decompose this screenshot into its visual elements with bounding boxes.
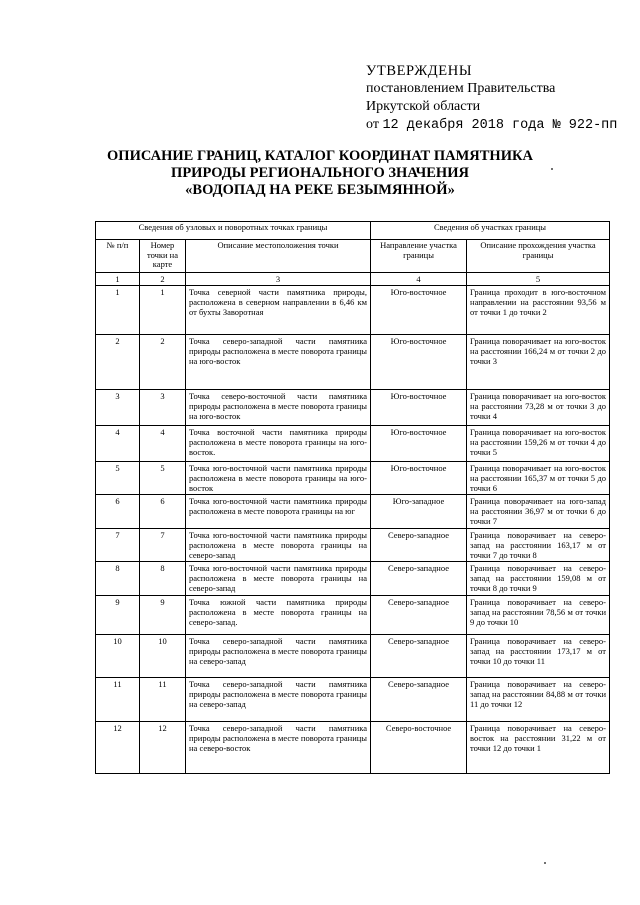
table-row [96, 426, 610, 462]
point-description: Точка южной части памятника природы расположена в месте поворота границы на северо-запад. [186, 596, 371, 635]
boundary-catalog-table [95, 221, 610, 774]
point-description: Точка северо-западной части памятника природы расположена в месте поворота границы на северо-восток [186, 722, 371, 774]
table-row [96, 390, 610, 426]
row-number: 4 [96, 426, 140, 462]
title-line-2: ПРИРОДЫ РЕГИОНАЛЬНОГО ЗНАЧЕНИЯ [171, 165, 469, 181]
row-number: 1 [96, 286, 140, 335]
table-row [96, 529, 610, 562]
point-description: Точка юго-восточной части памятника природы расположена в месте поворота границы на северо-запад [186, 529, 371, 562]
col-number-2: 2 [140, 273, 186, 286]
row-number: 9 [96, 596, 140, 635]
point-description: Точка северо-западной части памятника природы расположена в месте поворота границы на северо-запад [186, 678, 371, 722]
segment-description: Граница поворачивает на северо-запад на расстоянии 78,56 м от точки 9 до точки 10 [467, 596, 610, 635]
point-number: 9 [140, 596, 186, 635]
group-header-segments: Сведения об участках границы [371, 222, 610, 240]
table-row [96, 495, 610, 529]
scan-speck [544, 862, 546, 864]
table-row [96, 722, 610, 774]
point-number: 8 [140, 562, 186, 596]
row-number: 12 [96, 722, 140, 774]
segment-direction: Юго-восточное [371, 390, 467, 426]
segment-direction: Юго-восточное [371, 426, 467, 462]
scan-speck [551, 168, 553, 170]
row-number: 2 [96, 335, 140, 390]
point-description: Точка северо-западной части памятника природы расположена в месте поворота границы на северо-запад [186, 635, 371, 678]
point-number: 12 [140, 722, 186, 774]
table-row [96, 462, 610, 495]
row-number: 10 [96, 635, 140, 678]
point-description: Точка северной части памятника природы, расположена в северном направлении в 6,46 км от бухты Заворотная [186, 286, 371, 335]
table-row [96, 635, 610, 678]
table-row [96, 286, 610, 335]
segment-description: Граница поворачивает на северо-запад на расстоянии 163,17 м от точки 7 до точки 8 [467, 529, 610, 562]
segment-description: Граница поворачивает на юго-восток на расстоянии 159,26 м от точки 4 до точки 5 [467, 426, 610, 462]
point-number: 2 [140, 335, 186, 390]
col-header-direction: Направление участка границы [371, 240, 467, 273]
point-description: Точка юго-восточной части памятника природы расположена в месте поворота границы на северо-запад [186, 562, 371, 596]
segment-description: Граница проходит в юго-восточном направлении на расстоянии 93,56 м от точки 1 до точки 2 [467, 286, 610, 335]
table-row [96, 596, 610, 635]
segment-direction: Юго-западное [371, 495, 467, 529]
row-number: 5 [96, 462, 140, 495]
approval-title: УТВЕРЖДЕНЫ [366, 63, 473, 79]
point-number: 10 [140, 635, 186, 678]
table-row [96, 678, 610, 722]
segment-description: Граница поворачивает на северо-восток на расстоянии 31,22 м от точки 12 до точки 1 [467, 722, 610, 774]
point-description: Точка юго-восточной части памятника природы расположена в месте поворота границы на юго-восток [186, 462, 371, 495]
segment-description: Граница поворачивает на юго-восток на расстоянии 165,37 м от точки 5 до точки 6 [467, 462, 610, 495]
segment-direction: Северо-западное [371, 635, 467, 678]
approval-block [366, 62, 617, 135]
row-number: 11 [96, 678, 140, 722]
point-number: 1 [140, 286, 186, 335]
row-number: 6 [96, 495, 140, 529]
col-header-point-description: Описание местоположения точки [186, 240, 371, 273]
segment-direction: Северо-западное [371, 678, 467, 722]
segment-direction: Юго-восточное [371, 335, 467, 390]
point-description: Точка северо-восточной части памятника природы расположена в месте поворота границы на юго-восток [186, 390, 371, 426]
title-line-3: «ВОДОПАД НА РЕКЕ БЕЗЫМЯННОЙ» [185, 182, 455, 198]
column-header-row [96, 240, 610, 273]
column-number-row [96, 273, 610, 286]
group-header-row [96, 222, 610, 240]
approval-line-2: Иркутской области [366, 99, 481, 114]
segment-direction: Северо-западное [371, 529, 467, 562]
point-description: Точка северо-западной части памятника природы расположена в месте поворота границы на юго-восток [186, 335, 371, 390]
point-number: 7 [140, 529, 186, 562]
point-number: 6 [140, 495, 186, 529]
point-description: Точка юго-восточной части памятника природы расположена в месте поворота границы на юг [186, 495, 371, 529]
approval-line-1: постановлением Правительства [366, 81, 556, 96]
date-value: 12 декабря 2018 года № 922-пп [382, 118, 618, 133]
col-number-3: 3 [186, 273, 371, 286]
col-number-5: 5 [467, 273, 610, 286]
date-prefix: от [366, 117, 379, 132]
point-description: Точка восточной части памятника природы расположена в месте поворота границы на юго-восток. [186, 426, 371, 462]
group-header-points: Сведения об узловых и поворотных точках границы [96, 222, 371, 240]
segment-direction: Северо-западное [371, 562, 467, 596]
point-number: 11 [140, 678, 186, 722]
segment-description: Граница поворачивает на юго-восток на расстоянии 73,28 м от точки 3 до точки 4 [467, 390, 610, 426]
row-number: 8 [96, 562, 140, 596]
point-number: 5 [140, 462, 186, 495]
row-number: 3 [96, 390, 140, 426]
col-number-4: 4 [371, 273, 467, 286]
row-number: 7 [96, 529, 140, 562]
segment-direction: Северо-западное [371, 596, 467, 635]
col-header-segment-description: Описание прохождения участка границы [467, 240, 610, 273]
segment-direction: Северо-восточное [371, 722, 467, 774]
col-number-1: 1 [96, 273, 140, 286]
table-row [96, 562, 610, 596]
segment-description: Граница поворачивает на юго-запад на расстоянии 36,97 м от точки 6 до точки 7 [467, 495, 610, 529]
document-title [0, 148, 640, 199]
point-number: 4 [140, 426, 186, 462]
segment-description: Граница поворачивает на северо-запад на расстоянии 173,17 м от точки 10 до точки 11 [467, 635, 610, 678]
col-header-number: № п/п [96, 240, 140, 273]
point-number: 3 [140, 390, 186, 426]
segment-description: Граница поворачивает на северо-запад на расстоянии 84,88 м от точки 11 до точки 12 [467, 678, 610, 722]
table-row [96, 335, 610, 390]
approval-date-line [366, 116, 617, 135]
segment-description: Граница поворачивает на юго-восток на расстоянии 166,24 м от точки 2 до точки 3 [467, 335, 610, 390]
col-header-point-number: Номер точки на карте [140, 240, 186, 273]
segment-direction: Юго-восточное [371, 462, 467, 495]
segment-direction: Юго-восточное [371, 286, 467, 335]
segment-description: Граница поворачивает на северо-запад на расстоянии 159,08 м от точки 8 до точки 9 [467, 562, 610, 596]
title-line-1: ОПИСАНИЕ ГРАНИЦ, КАТАЛОГ КООРДИНАТ ПАМЯТНИКА [107, 148, 533, 164]
